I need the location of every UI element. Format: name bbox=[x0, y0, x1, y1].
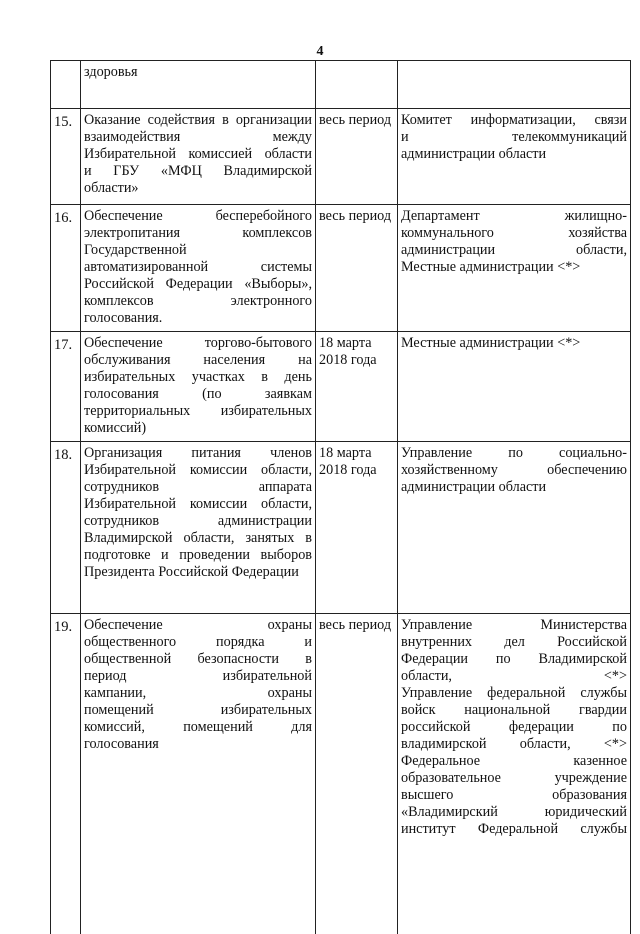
cell-text-line: области» bbox=[84, 180, 139, 196]
cell-text-line: голосования. bbox=[84, 310, 163, 326]
cell-text-line: кампании, охраны bbox=[84, 685, 312, 701]
cell-text-line: Управление федеральной службы bbox=[401, 685, 627, 701]
cell-text-line: взаимодействия между bbox=[84, 129, 312, 145]
cell-text-line: Федеральное казенное bbox=[401, 753, 627, 769]
responsible-cell bbox=[398, 442, 631, 614]
cell-text-line: сотрудников администрации bbox=[84, 513, 312, 529]
period-cell bbox=[316, 442, 398, 614]
cell-text-line: Оказание содействия в организации bbox=[84, 112, 312, 128]
cell-text-line: комиссий) bbox=[84, 420, 147, 436]
cell-text-line: Местные администрации <*> bbox=[401, 259, 581, 275]
responsible-cell bbox=[398, 332, 631, 442]
event-cell bbox=[81, 61, 316, 109]
cell-text-line: комплексов электронного bbox=[84, 293, 312, 309]
cell-text-line: электропитания комплексов bbox=[84, 225, 312, 241]
period-cell bbox=[316, 332, 398, 442]
page-number: 4 bbox=[316, 44, 324, 59]
cell-text-line: Местные администрации <*> bbox=[401, 335, 581, 351]
table-row bbox=[51, 614, 631, 934]
cell-text-line: администрации области bbox=[401, 146, 547, 162]
cell-text-line: области, <*> bbox=[401, 668, 627, 684]
event-cell bbox=[81, 442, 316, 614]
event-cell bbox=[81, 332, 316, 442]
cell-text-line: Управление по социально- bbox=[401, 445, 627, 461]
event-cell bbox=[81, 205, 316, 332]
events-table bbox=[50, 60, 631, 934]
cell-text-line: помещений избирательных bbox=[84, 702, 312, 718]
period-text-line: весь период bbox=[319, 112, 392, 128]
table-row bbox=[51, 332, 631, 442]
cell-text-line: институт Федеральной службы bbox=[401, 821, 627, 837]
cell-text-line: обслуживания населения на bbox=[84, 352, 312, 368]
cell-text-line: голосования (по заявкам bbox=[84, 386, 312, 402]
cell-text-line: Избирательной комиссии области, bbox=[84, 496, 312, 512]
cell-text-line: Комитет информатизации, связи bbox=[401, 112, 627, 128]
cell-text-line: «Владимирский юридический bbox=[401, 804, 627, 820]
responsible-cell bbox=[398, 614, 631, 934]
cell-text-line: Обеспечение охраны bbox=[84, 617, 312, 633]
cell-text-line: Российской Федерации «Выборы», bbox=[84, 276, 312, 292]
cell-text-line: подготовке и проведении выборов bbox=[84, 547, 312, 563]
cell-text-line: Президента Российской Федерации bbox=[84, 564, 299, 580]
cell-text-line: образовательное учреждение bbox=[401, 770, 627, 786]
responsible-cell bbox=[398, 205, 631, 332]
cell-text-line: период избирательной bbox=[84, 668, 312, 684]
table-row bbox=[51, 61, 631, 109]
period-text-line: весь период bbox=[319, 617, 392, 633]
table-row bbox=[51, 442, 631, 614]
period-cell bbox=[316, 614, 398, 934]
row-number bbox=[51, 61, 81, 109]
cell-text-line: Избирательной комиссии области, bbox=[84, 462, 312, 478]
cell-text-line: Владимирской области, занятых в bbox=[84, 530, 312, 546]
cell-text-line: внутренних дел Российской bbox=[401, 634, 627, 650]
cell-text-line: коммунального хозяйства bbox=[401, 225, 627, 241]
period-cell bbox=[316, 109, 398, 205]
cell-text-line: Организация питания членов bbox=[84, 445, 312, 461]
period-text-line: 2018 года bbox=[319, 352, 377, 368]
cell-text-line: Федерации по Владимирской bbox=[401, 651, 627, 667]
cell-text-line: высшего образования bbox=[401, 787, 627, 803]
event-cell bbox=[81, 109, 316, 205]
period-text-line: весь период bbox=[319, 208, 392, 224]
cell-text-line: и ГБУ «МФЦ Владимирской bbox=[84, 163, 312, 179]
cell-text-line: комиссий, помещений для bbox=[84, 719, 312, 735]
events-table-body bbox=[51, 61, 631, 934]
table-row bbox=[51, 109, 631, 205]
row-number: 15. bbox=[51, 109, 81, 205]
event-cell bbox=[81, 614, 316, 934]
row-number: 19. bbox=[51, 614, 81, 934]
responsible-cell bbox=[398, 61, 631, 109]
cell-text-line: войск национальной гвардии bbox=[401, 702, 627, 718]
cell-text-line: Обеспечение торгово-бытового bbox=[84, 335, 312, 351]
cell-text-line: Департамент жилищно- bbox=[401, 208, 627, 224]
row-number: 16. bbox=[51, 205, 81, 332]
row-number: 18. bbox=[51, 442, 81, 614]
cell-text-line: автоматизированной системы bbox=[84, 259, 312, 275]
cell-text-line: Управление Министерства bbox=[401, 617, 627, 633]
cell-text-line: администрации области, bbox=[401, 242, 627, 258]
period-text-line: 18 марта bbox=[319, 335, 372, 351]
cell-text-line: избирательных участках в день bbox=[84, 369, 312, 385]
cell-text-line: здоровья bbox=[84, 64, 138, 80]
period-text-line: 18 марта bbox=[319, 445, 372, 461]
cell-text-line: голосования bbox=[84, 736, 159, 752]
cell-text-line: администрации области bbox=[401, 479, 547, 495]
row-number: 17. bbox=[51, 332, 81, 442]
cell-text-line: российской федерации по bbox=[401, 719, 627, 735]
cell-text-line: сотрудников аппарата bbox=[84, 479, 312, 495]
period-text-line: 2018 года bbox=[319, 462, 377, 478]
table-row bbox=[51, 205, 631, 332]
responsible-cell bbox=[398, 109, 631, 205]
period-cell bbox=[316, 205, 398, 332]
cell-text-line: территориальных избирательных bbox=[84, 403, 312, 419]
cell-text-line: Избирательной комиссией области bbox=[84, 146, 312, 162]
cell-text-line: общественного порядка и bbox=[84, 634, 312, 650]
cell-text-line: Государственной bbox=[84, 242, 187, 258]
cell-text-line: и телекоммуникаций bbox=[401, 129, 627, 145]
cell-text-line: общественной безопасности в bbox=[84, 651, 312, 667]
period-cell bbox=[316, 61, 398, 109]
cell-text-line: владимирской области, <*> bbox=[401, 736, 627, 752]
cell-text-line: хозяйственному обеспечению bbox=[401, 462, 627, 478]
cell-text-line: Обеспечение бесперебойного bbox=[84, 208, 312, 224]
